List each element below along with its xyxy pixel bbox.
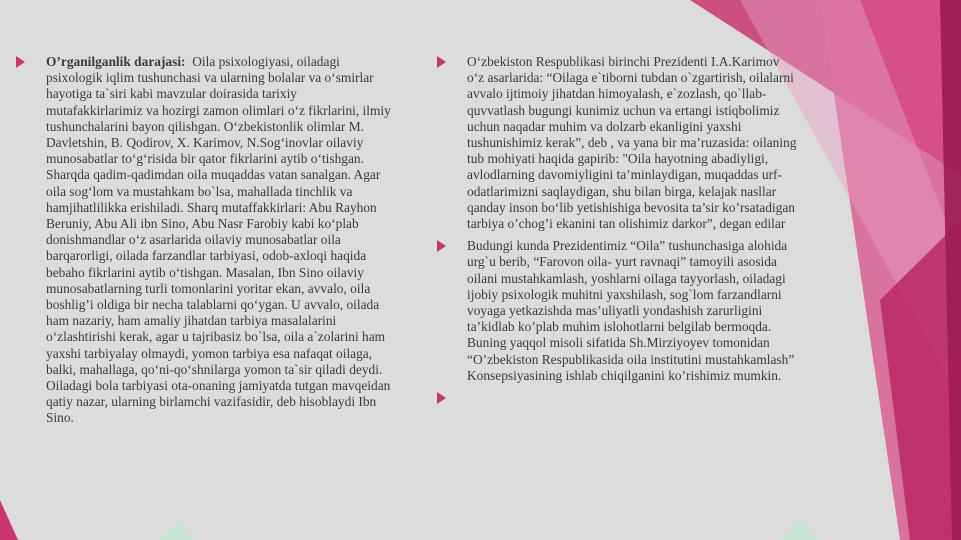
- bullet-arrow-icon: [16, 56, 25, 68]
- green-triangle-left: [160, 520, 196, 540]
- right-paragraph-1: O‘zbekiston Respublikasi birinchi Prezidenti I.A.Karimov o‘z asarlarida: “Oilaga e`tiborni tubdan o`zgartirish, oilalarni avvalo ijtimoiy jihatdan himoyalash, e`zozlash, qo`llab-quvvatlash bugungi kunimiz uchun va ertangi istiqbolimiz uchun naqadar muhim va dolzarb ekanligini yaxshi tushunishimiz kerak”, deb , va yana bir ma’ruzasida: oilaning tub mohiyati haqida gapirib: "Oila hayotning abadiyligi, avlodlarning davomiyligini ta’minlaydigan, muqaddas urf-odatlarimizni saqlaydigan, shu bilan birga, kelajak nasllar qanday inson bo‘lib yetishishiga bevosita ta’sir ko’rsatadigan tarbiya o’chog’i ekanini tan olishimiz darkor”, degan edilar: [467, 54, 797, 232]
- left-column: [16, 54, 396, 433]
- right-bullet-2: [437, 238, 797, 384]
- magenta-corner-left: [0, 500, 18, 540]
- left-bullet: [16, 54, 396, 427]
- right-paragraph-2: Budungi kunda Prezidentimiz “Oila” tushunchasiga alohida urg`u berib, “Farovon oila- yurt ravnaqi” tamoyili asosida oilani mustahkamlash, yoshlarni oilaga tayyorlash, oiladagi ijobiy psixologik muhitni yaxshilash, sog`lom farzandlarni voyaga yetkazishda mas’uliyatli yondashish zarurligini ta’kidlab ko’plab muhim islohotlarni belgilab bermoqda. Buning yaqqol misoli sifatida Sh.Mirziyoyev tomonidan “O’zbekiston Respublikasida oila institutini mustahkamlash” Konsepsiyasining ishlab chiqilganini ko’rishimiz mumkin.: [467, 238, 795, 383]
- right-bullet-1: [437, 54, 797, 232]
- green-triangle-right: [780, 520, 820, 540]
- left-heading: O’rganilganlik darajasi:: [46, 54, 186, 69]
- right-bullet-empty: [437, 390, 797, 408]
- bullet-arrow-icon: [437, 56, 446, 68]
- bullet-arrow-icon: [437, 392, 446, 404]
- left-body-text: Oila psixologiyasi, oiladagi psixologik iqlim tushunchasi va ularning bolalar va o‘smirlar hayotiga ta`siri kabi mavzular doirasida tarixiy mutafakkirlarimiz va hozirgi zamon olimlari o‘z fikrlarini, ilmiy tushunchalarini bayon qilishgan. O‘zbekistonlik olimlar M. Davletshin, B. Qodirov, X. Karimov, N.Sog‘inovlar oilaviy munosabatlar to‘g‘risida bir qator fikrlarini aytib o‘tishgan. Sharqda qadim-qadimdan oila muqaddas vatan sanalgan. Agar oila sog‘lom va mustahkam bo`lsa, mahallada tinchlik va hamjihatlilikka erishiladi. Sharq mutaffakkirlari: Abu Rayhon Beruniy, Abu Ali ibn Sino, Abu Nasr Farobiy kabi ko‘plab donishmandlar o‘z asarlarida oilaviy munosabatlar oila barqarorligi, oilada farzandlar tarbiyasi, odob-axloqi haqida bebaho fikrlarini aytib o‘tishgan. Masalan, Ibn Sino oilaviy munosabatlarning turli tomonlarini yoritar ekan, avvalo, oila boshlig’i oldiga bir necha talablarni qo‘ygan. U avvalo, oilada ham nazariy, ham amaliy jihatdan tarbiya masalalarini o‘zlashtirishi kerak, agar u tajribasiz bo`lsa, oila a`zolarini ham yaxshi tarbiyalay olmaydi, yomon tarbiya esa nafaqat oilaga, balki, mahallaga, qo‘ni-qo‘shnilarga yomon ta`sir qiladi deydi. Oiladagi bola tarbiyasi ota-onaning jamiyatda tutgan mavqeidan qatiy nazar, ularning birlamchi vazifasidir, deb hisoblaydi Ibn Sino.: [46, 54, 391, 426]
- bullet-arrow-icon: [437, 240, 446, 252]
- left-paragraph: [46, 54, 396, 427]
- right-column: [437, 54, 797, 414]
